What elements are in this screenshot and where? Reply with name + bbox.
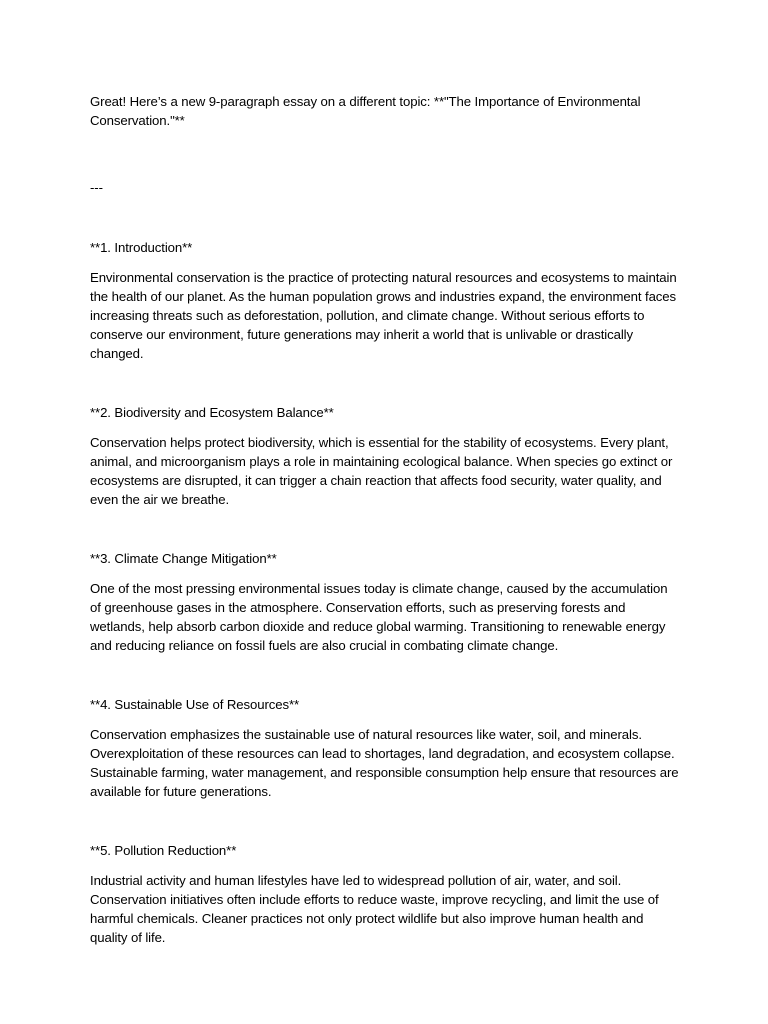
intro-paragraph: Great! Here’s a new 9-paragraph essay on a different topic: **"The Importance of Environmental Conservation."** [90,94,641,128]
section-paragraph: Industrial activity and human lifestyles have led to widespread pollution of air, water, and soil. Conservation initiatives often include efforts to reduce waste, improve recycling, and limit the use of harmful chemicals. Cleaner practices not only protect wildlife but also improve human health and quality of life. [90,873,659,945]
section-paragraph: Environmental conservation is the practice of protecting natural resources and ecosystems to maintain the health of our planet. As the human population grows and industries expand, the environment faces increasing threats such as deforestation, pollution, and climate change. Without serious efforts to conserve our environment, future generations may inherit a world that is unlivable or drastically changed. [90,270,677,361]
section-paragraph: Conservation helps protect biodiversity, which is essential for the stability of ecosystems. Every plant, animal, and microorganism plays a role in maintaining ecological balance. When species go extinct or ecosystems are disrupted, it can trigger a chain reaction that affects food security, water quality, and even the air we breathe. [90,435,673,507]
section-heading: **4. Sustainable Use of Resources** [90,697,300,712]
section-heading: **3. Climate Change Mitigation** [90,551,277,566]
section-climate-change [90,549,680,655]
section-introduction [90,238,680,363]
section-pollution-reduction [90,841,680,947]
section-heading: **5. Pollution Reduction** [90,843,237,858]
section-heading: **2. Biodiversity and Ecosystem Balance** [90,405,334,420]
section-biodiversity [90,403,680,509]
separator-line: --- [90,180,103,195]
section-paragraph: Conservation emphasizes the sustainable use of natural resources like water, soil, and minerals. Overexploitation of these resources can lead to shortages, land degradation, and ecosystem collapse. Sustainable farming, water management, and responsible consumption help ensure that resources are available for future generations. [90,727,679,799]
document-body [90,92,680,947]
section-heading: **1. Introduction** [90,240,193,255]
section-sustainable-resources [90,695,680,801]
section-paragraph: One of the most pressing environmental issues today is climate change, caused by the accumulation of greenhouse gases in the atmosphere. Conservation efforts, such as preserving forests and wetlands, help absorb carbon dioxide and reduce global warming. Transitioning to renewable energy and reducing reliance on fossil fuels are also crucial in combating climate change. [90,581,668,653]
